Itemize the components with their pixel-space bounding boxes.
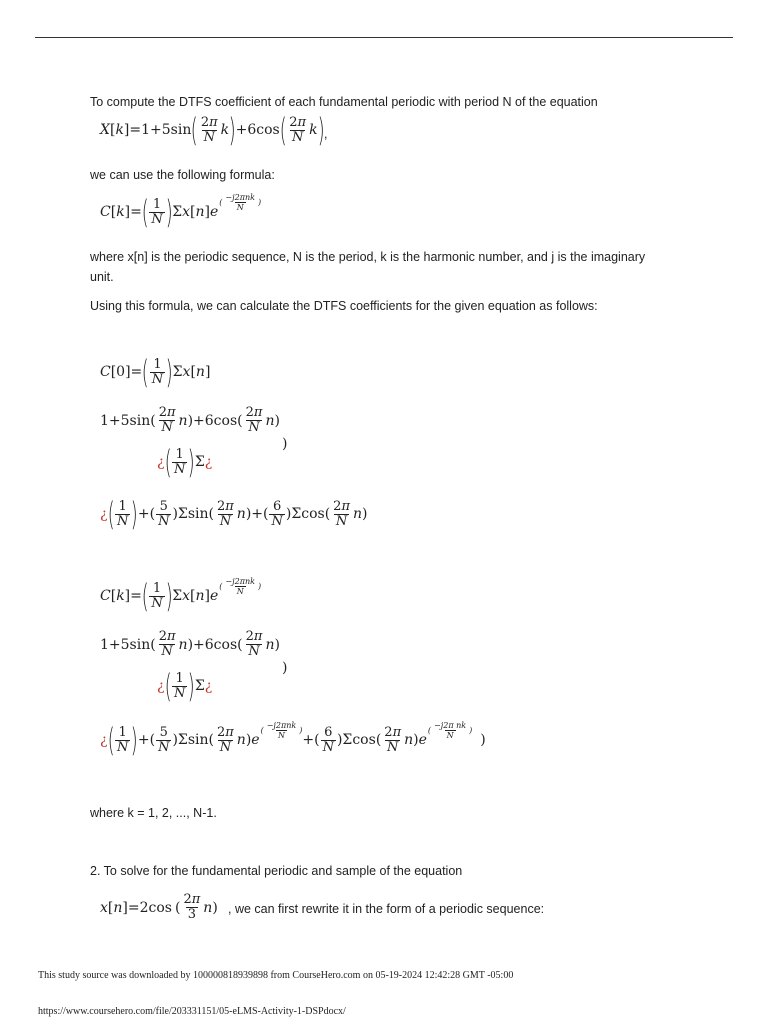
intro-paragraph: To compute the DTFS coefficient of each fundamental periodic with period N of the equation bbox=[90, 95, 598, 109]
equation-c0: C [0]= ( $\frac{1}{N}$ ) Σ x [ n ] bbox=[100, 353, 211, 391]
formula-lead: we can use the following formula: bbox=[90, 168, 275, 182]
item-2-paragraph: 2. To solve for the fundamental periodic and sample of the equation bbox=[90, 864, 463, 878]
header-rule bbox=[35, 37, 733, 38]
where-line-2: unit. bbox=[90, 270, 114, 284]
footer-url[interactable]: https://www.coursehero.com/file/203331151/05-eLMS-Activity-1-DSPdocx/ bbox=[38, 1006, 346, 1017]
stray-paren-2: ) bbox=[282, 660, 288, 676]
stray-paren-1: ) bbox=[282, 436, 288, 452]
where-line-1: where x[n] is the periodic sequence, N is the period, k is the harmonic number, and j is the imaginary bbox=[90, 250, 646, 264]
equation-expand-6: ¿ ( $\frac{1}{N}$ ) +( $\frac{5}{N}$ )Σ sin ( $\frac{2\pi}{N}$ n ) e ( $\frac{\text{−j2πnk}}{N}$ ) +( $\frac{6}{N}$ )Σ cos ( $\frac{2\pi}{N}$ n ) e ( $\frac{\text{−j2π nk}}{N}$ ) ) bbox=[100, 720, 486, 759]
footer-source: This study source was downloaded by 100000818939898 from CourseHero.com on 05-19-2024 12:42:28 GMT -05:00 bbox=[38, 970, 514, 981]
equation-expand-4: 1+5 sin ( $\frac{2\pi}{N}$ n )+6 cos ( $\frac{2\pi}{N}$ n ) bbox=[100, 629, 280, 659]
rewrite-paragraph: , we can first rewrite it in the form of a periodic sequence: bbox=[228, 902, 545, 916]
equation-xk: X [ k ]=1+5 sin ( $\frac{2\pi}{N}$ k ) +6 cos ( $\frac{2\pi}{N}$ k ) bbox=[100, 111, 325, 149]
equation-expand-2: ¿ ( $\frac{1}{N}$ ) Σ ¿ bbox=[157, 443, 213, 481]
equation-expand-3: ¿ ( $\frac{1}{N}$ ) +( $\frac{5}{N}$ )Σ sin ( $\frac{2\pi}{N}$ n )+( $\frac{6}{N}$ )Σ cos ( $\frac{2\pi}{N}$ n ) bbox=[100, 495, 368, 533]
equation-comma: , bbox=[324, 127, 328, 141]
equation-xn: x [ n ]=2 cos ( $\frac{2\pi}{3}$ n ) bbox=[100, 892, 218, 922]
where-k-paragraph: where k = 1, 2, ..., N-1. bbox=[90, 806, 217, 820]
using-paragraph: Using this formula, we can calculate the DTFS coefficients for the given equation as follows: bbox=[90, 299, 598, 313]
equation-ck-repeat: C [ k ]= ( $\frac{1}{N}$ ) Σ x [ n ] e ( $\frac{\text{−j2πnk}}{N}$ ) bbox=[100, 576, 262, 615]
equation-expand-5: ¿ ( $\frac{1}{N}$ ) Σ ¿ bbox=[157, 667, 213, 705]
equation-expand-1: 1+5 sin ( $\frac{2\pi}{N}$ n )+6 cos ( $\frac{2\pi}{N}$ n ) bbox=[100, 405, 280, 435]
equation-ck-formula: C [ k ]= ( $\frac{1}{N}$ ) Σ x [ n ] e ( $\frac{\text{−j2πnk}}{N}$ ) bbox=[100, 192, 262, 231]
